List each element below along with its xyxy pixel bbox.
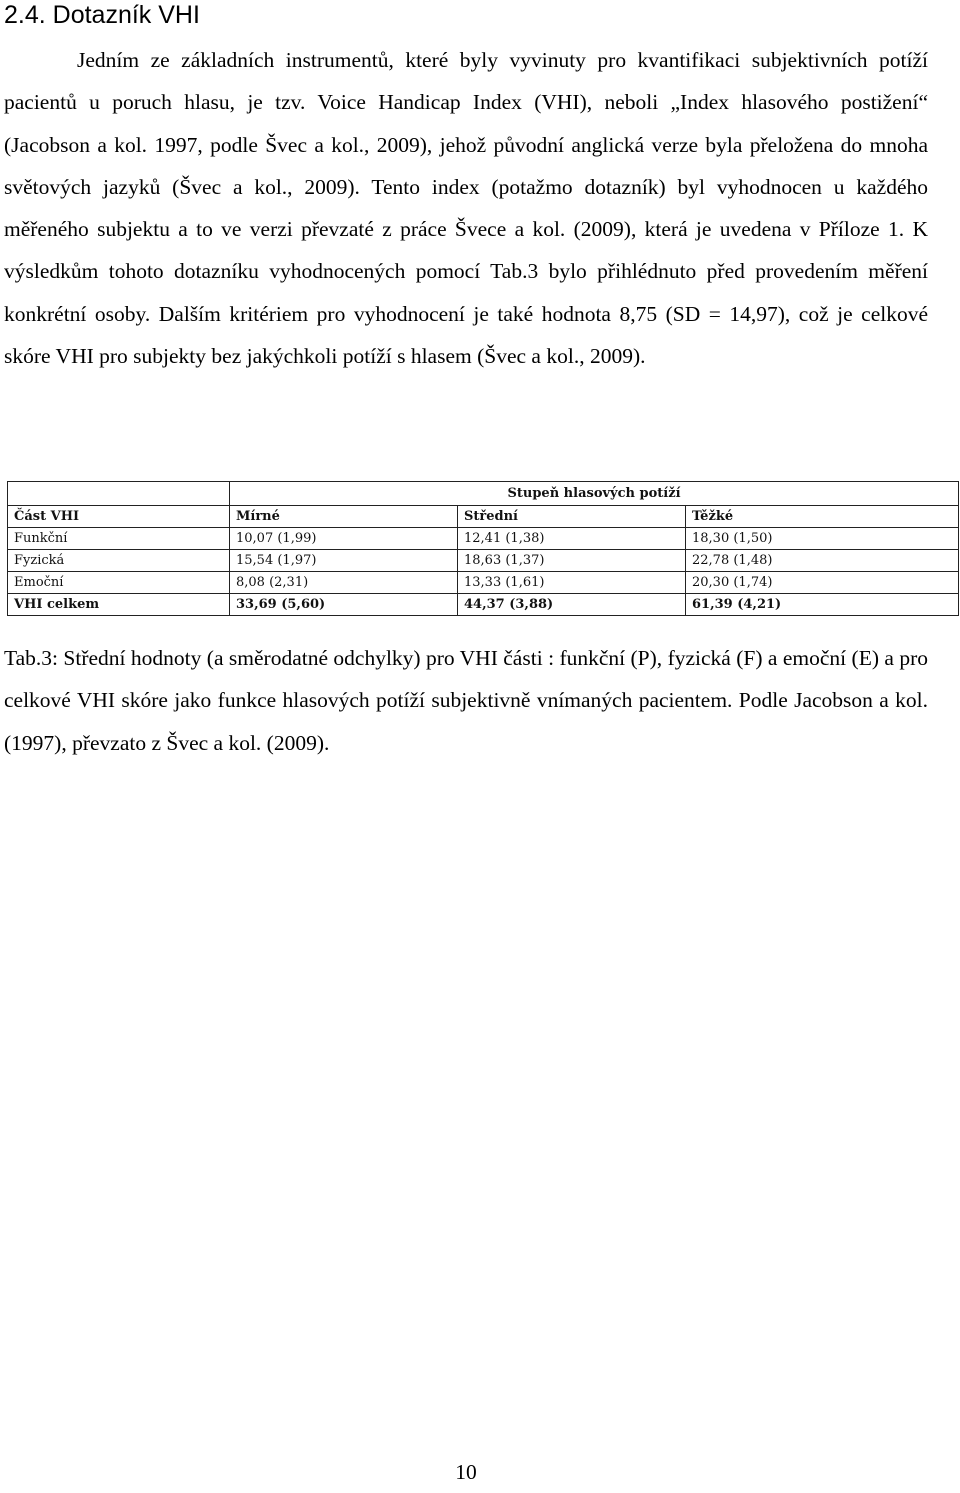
table-cell: 20,30 (1,74) xyxy=(686,572,959,594)
table-blank-cell xyxy=(8,482,230,506)
table-row-total xyxy=(8,594,959,616)
table-super-header: Stupeň hlasových potíží xyxy=(230,482,959,506)
table-caption: Tab.3: Střední hodnoty (a směrodatné odchylky) pro VHI části : funkční (P), fyzická (F) a emoční (E) a pro celkové VHI skóre jako funkce hlasových potíží subjektivně vnímaných pacientem. Podle Jacobson a kol. (1997), převzato z Švec a kol. (2009). xyxy=(4,646,928,755)
body-paragraph: Jedním ze základních instrumentů, které byly vyvinuty pro kvantifikaci subjektivních potíží pacientů u poruch hlasu, je tzv. Voice Handicap Index (VHI), neboli „Index hlasového postižení“ (Jacobson a kol. 1997, podle Švec a kol., 2009), jehož původní anglická verze byla přeložena do mnoha světových jazyků (Švec a kol., 2009). Tento index (potažmo dotazník) byl vyhodnocen u každého měřeného subjektu a to ve verzi převzaté z práce Švece a kol. (2009), která je uvedena v Příloze 1. K výsledkům tohoto dotazníku vyhodnocených pomocí Tab.3 bylo přihlédnuto před provedením měření konkrétní osoby. Dalším kritériem pro vyhodnocení je také hodnota 8,75 (SD = 14,97), což je celkové skóre VHI pro subjekty bez jakýchkoli potíží s hlasem (Švec a kol., 2009). xyxy=(4,48,928,369)
table-cell: Funkční xyxy=(8,528,230,550)
table-cell: 33,69 (5,60) xyxy=(230,594,458,616)
table-column-header: Mírné xyxy=(230,506,458,528)
table-cell: 18,30 (1,50) xyxy=(686,528,959,550)
table-row xyxy=(8,550,959,572)
table-cell: 15,54 (1,97) xyxy=(230,550,458,572)
table-cell: 44,37 (3,88) xyxy=(458,594,686,616)
table-cell: 18,63 (1,37) xyxy=(458,550,686,572)
section-heading: 2.4. Dotazník VHI xyxy=(4,1,200,29)
table-header-row xyxy=(8,506,959,528)
table-row xyxy=(8,572,959,594)
table-row xyxy=(8,528,959,550)
table-column-header: Střední xyxy=(458,506,686,528)
table-column-header: Těžké xyxy=(686,506,959,528)
table-cell: 12,41 (1,38) xyxy=(458,528,686,550)
table-cell: 61,39 (4,21) xyxy=(686,594,959,616)
table-cell: Emoční xyxy=(8,572,230,594)
table-cell: Fyzická xyxy=(8,550,230,572)
table-super-header-row xyxy=(8,482,959,506)
table-cell: VHI celkem xyxy=(8,594,230,616)
table-cell: 10,07 (1,99) xyxy=(230,528,458,550)
vhi-table xyxy=(7,481,959,616)
table-cell: 13,33 (1,61) xyxy=(458,572,686,594)
table-cell: 22,78 (1,48) xyxy=(686,550,959,572)
table-cell: 8,08 (2,31) xyxy=(230,572,458,594)
page-number: 10 xyxy=(455,1460,477,1484)
table-column-header: Část VHI xyxy=(8,506,230,528)
